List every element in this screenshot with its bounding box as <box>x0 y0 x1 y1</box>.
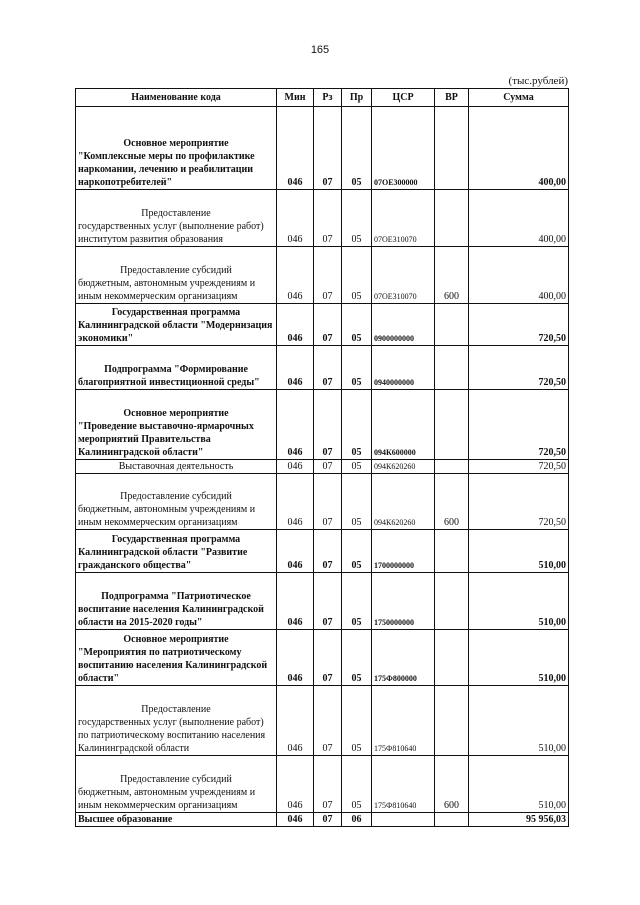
row-min: 046 <box>277 304 314 346</box>
row-pr: 05 <box>342 346 372 390</box>
row-title: Подпрограмма "Патриотическое <box>101 591 251 602</box>
row-pr: 06 <box>342 813 372 827</box>
row-name <box>76 530 277 573</box>
header-rz: Рз <box>314 89 342 107</box>
row-pr: 05 <box>342 530 372 573</box>
row-vr <box>435 630 469 686</box>
row-name <box>76 756 277 813</box>
header-name: Наименование кода <box>76 89 277 107</box>
row-min: 046 <box>277 474 314 530</box>
row-title: Государственная программа <box>111 307 241 318</box>
row-min: 046 <box>277 756 314 813</box>
row-vr <box>435 573 469 630</box>
row-text: бюджетным, автономным учреждениям и иным некоммерческим организациям <box>78 278 256 302</box>
units-note: (тыс.рублей) <box>508 75 568 87</box>
row-min: 046 <box>277 460 314 474</box>
row-vr <box>435 190 469 247</box>
row-sum: 510,00 <box>469 573 569 630</box>
row-vr <box>435 460 469 474</box>
row-text: бюджетным, автономным учреждениям и иным некоммерческим организациям <box>78 787 256 811</box>
row-text: Калининградской области "Модернизация экономики" <box>78 320 273 344</box>
table-row <box>76 304 569 346</box>
row-min: 046 <box>277 346 314 390</box>
row-title: Высшее образование <box>78 814 173 825</box>
row-name <box>76 813 277 827</box>
row-title: Предоставление <box>141 208 211 219</box>
row-rz: 07 <box>314 390 342 460</box>
row-rz: 07 <box>314 304 342 346</box>
table-row <box>76 107 569 190</box>
row-rz: 07 <box>314 460 342 474</box>
row-sum: 95 956,03 <box>469 813 569 827</box>
table-row <box>76 686 569 756</box>
row-min: 046 <box>277 190 314 247</box>
row-vr: 600 <box>435 756 469 813</box>
row-pr: 05 <box>342 686 372 756</box>
row-rz: 07 <box>314 190 342 247</box>
row-csr: 094К620260 <box>372 460 435 474</box>
row-pr: 05 <box>342 304 372 346</box>
table-row <box>76 756 569 813</box>
row-sum: 510,00 <box>469 630 569 686</box>
row-text: воспитание населения Калининградской области на 2015-2020 годы" <box>78 604 264 628</box>
row-sum: 510,00 <box>469 530 569 573</box>
table-row <box>76 247 569 304</box>
row-sum: 720,50 <box>469 460 569 474</box>
row-vr <box>435 686 469 756</box>
row-csr <box>372 813 435 827</box>
row-name <box>76 390 277 460</box>
row-pr: 05 <box>342 573 372 630</box>
row-rz: 07 <box>314 686 342 756</box>
row-rz: 07 <box>314 247 342 304</box>
row-rz: 07 <box>314 107 342 190</box>
row-csr: 175Ф810640 <box>372 756 435 813</box>
row-title: Предоставление <box>141 704 211 715</box>
row-text: "Мероприятия по патриотическому воспитанию населения Калининградской области" <box>78 647 268 684</box>
row-text: государственных услуг (выполнение работ) институтом развития образования <box>78 221 264 245</box>
row-name <box>76 107 277 190</box>
page-number: 165 <box>310 44 330 56</box>
row-min: 046 <box>277 630 314 686</box>
row-csr: 1700000000 <box>372 530 435 573</box>
table-row <box>76 474 569 530</box>
row-pr: 05 <box>342 190 372 247</box>
row-sum: 400,00 <box>469 190 569 247</box>
row-sum: 400,00 <box>469 107 569 190</box>
row-name <box>76 460 277 474</box>
header-sum: Сумма <box>469 89 569 107</box>
row-name <box>76 474 277 530</box>
row-rz: 07 <box>314 630 342 686</box>
row-sum: 510,00 <box>469 756 569 813</box>
table-header-row <box>76 89 569 107</box>
row-sum: 720,50 <box>469 390 569 460</box>
row-pr: 05 <box>342 474 372 530</box>
table-row <box>76 630 569 686</box>
table-row <box>76 573 569 630</box>
budget-table <box>75 88 569 827</box>
header-vr: ВР <box>435 89 469 107</box>
header-min: Мин <box>277 89 314 107</box>
row-vr <box>435 813 469 827</box>
row-title: Основное мероприятие <box>123 634 229 645</box>
row-csr: 07ОЕ310070 <box>372 247 435 304</box>
row-sum: 720,50 <box>469 346 569 390</box>
row-text: благоприятной инвестиционной среды" <box>78 377 260 388</box>
row-name <box>76 630 277 686</box>
row-csr: 07ОЕ310070 <box>372 190 435 247</box>
row-rz: 07 <box>314 756 342 813</box>
row-pr: 05 <box>342 756 372 813</box>
header-pr: Пр <box>342 89 372 107</box>
row-title: Предоставление субсидий <box>120 491 232 502</box>
row-vr <box>435 107 469 190</box>
row-vr <box>435 530 469 573</box>
row-vr: 600 <box>435 247 469 304</box>
row-vr <box>435 346 469 390</box>
row-name <box>76 190 277 247</box>
row-text: "Проведение выставочно-ярмарочных мероприятий Правительства Калининградской области" <box>78 421 254 458</box>
row-name <box>76 304 277 346</box>
table-row <box>76 813 569 827</box>
row-sum: 400,00 <box>469 247 569 304</box>
row-csr: 094К600000 <box>372 390 435 460</box>
row-min: 046 <box>277 530 314 573</box>
row-title: Выставочная деятельность <box>118 461 234 472</box>
row-rz: 07 <box>314 474 342 530</box>
row-text: государственных услуг (выполнение работ) по патриотическому воспитанию населения Калининградской области <box>78 717 266 754</box>
row-csr: 0900000000 <box>372 304 435 346</box>
row-rz: 07 <box>314 573 342 630</box>
row-sum: 720,50 <box>469 474 569 530</box>
row-pr: 05 <box>342 247 372 304</box>
row-text: Калининградской области "Развитие гражданского общества" <box>78 547 248 571</box>
row-csr: 0940000000 <box>372 346 435 390</box>
table-row <box>76 190 569 247</box>
row-min: 046 <box>277 686 314 756</box>
header-csr: ЦСР <box>372 89 435 107</box>
row-text: бюджетным, автономным учреждениям и иным некоммерческим организациям <box>78 504 256 528</box>
row-title: Государственная программа <box>111 534 241 545</box>
row-sum: 510,00 <box>469 686 569 756</box>
row-text: "Комплексные меры по профилактике наркомании, лечению и реабилитации наркопотребителей" <box>78 151 255 188</box>
row-rz: 07 <box>314 530 342 573</box>
table-row <box>76 530 569 573</box>
row-vr <box>435 304 469 346</box>
row-name <box>76 686 277 756</box>
row-csr: 175Ф800000 <box>372 630 435 686</box>
row-rz: 07 <box>314 346 342 390</box>
row-min: 046 <box>277 813 314 827</box>
row-min: 046 <box>277 573 314 630</box>
row-vr <box>435 390 469 460</box>
row-csr: 1750000000 <box>372 573 435 630</box>
row-title: Предоставление субсидий <box>120 265 232 276</box>
row-pr: 05 <box>342 630 372 686</box>
row-pr: 05 <box>342 390 372 460</box>
row-csr: 07ОЕ300000 <box>372 107 435 190</box>
row-rz: 07 <box>314 813 342 827</box>
row-name <box>76 247 277 304</box>
row-sum: 720,50 <box>469 304 569 346</box>
row-pr: 05 <box>342 460 372 474</box>
row-vr: 600 <box>435 474 469 530</box>
row-title: Основное мероприятие <box>123 138 229 149</box>
row-min: 046 <box>277 107 314 190</box>
row-title: Подпрограмма "Формирование <box>104 364 248 375</box>
row-min: 046 <box>277 390 314 460</box>
row-pr: 05 <box>342 107 372 190</box>
row-title: Основное мероприятие <box>123 408 229 419</box>
row-title: Предоставление субсидий <box>120 774 232 785</box>
table-row <box>76 460 569 474</box>
row-csr: 175Ф810640 <box>372 686 435 756</box>
table-row <box>76 390 569 460</box>
row-name <box>76 346 277 390</box>
row-name <box>76 573 277 630</box>
row-csr: 094К620260 <box>372 474 435 530</box>
table-row <box>76 346 569 390</box>
row-min: 046 <box>277 247 314 304</box>
